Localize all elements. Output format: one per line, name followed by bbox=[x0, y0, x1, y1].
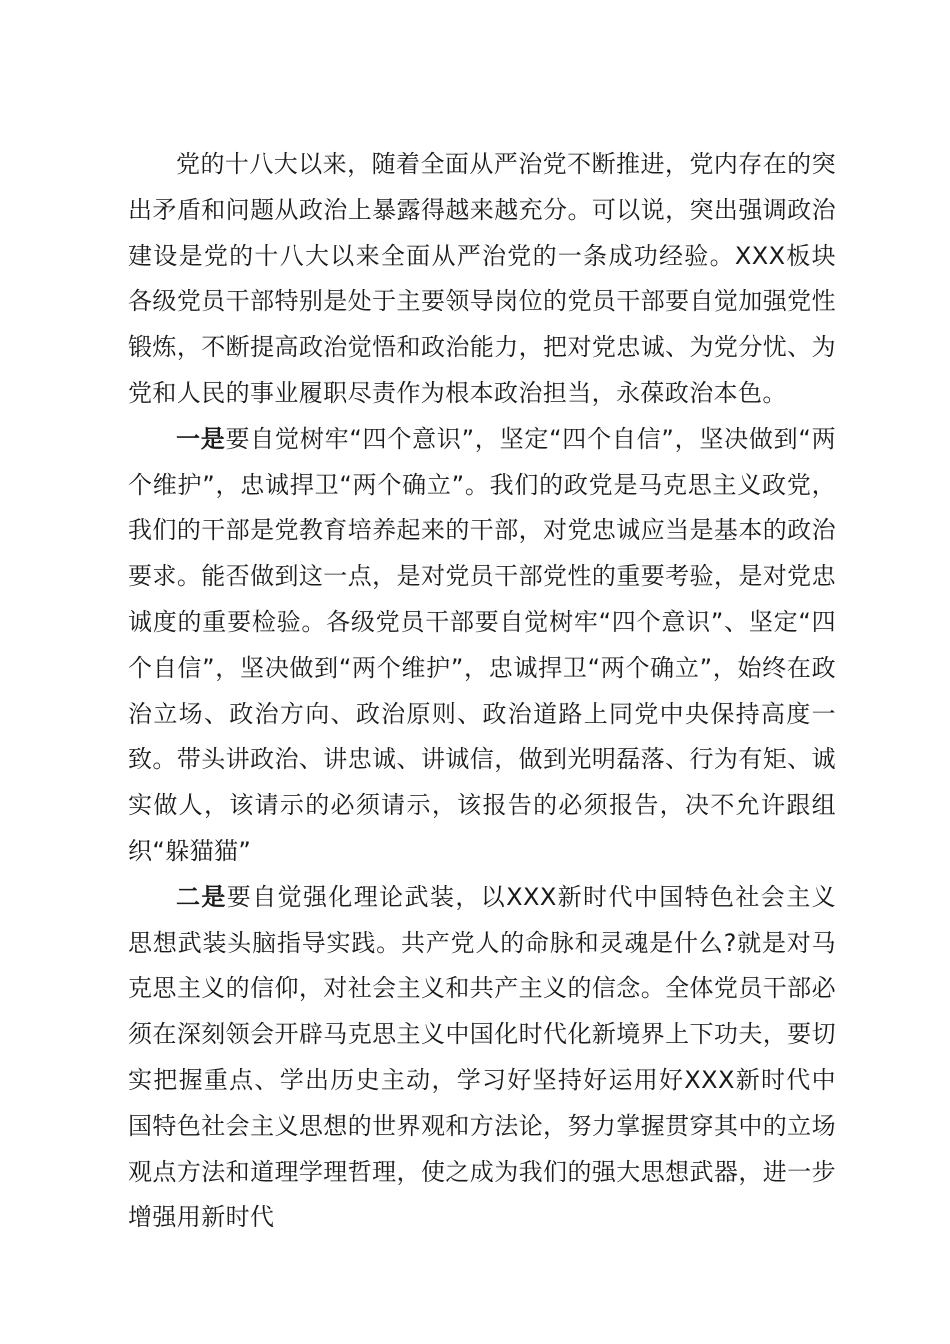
paragraph-text: 要自觉强化理论武装，以XXX新时代中国特色社会主义思想武装头脑指导实践。共产党人的命脉和灵魂是什么?就是对马克思主义的信仰，对社会主义和共产主义的信念。全体党员干部必须在深刻领会开辟马克思主义中国化时代化新境界上下功夫，要切实把握重点、学出历史主动，学习好坚持好运用好XXX新时代中国特色社会主义思想的世界观和方法论，努力掌握贯穿其中的立场观点方法和道理学理哲理，使之成为我们的强大思想武器，进一步增强用新时代 bbox=[128, 882, 836, 1232]
paragraph-text: 党的十八大以来，随着全面从严治党不断推进，党内存在的突出矛盾和问题从政治上暴露得越来越充分。可以说，突出强调政治建设是党的十八大以来全面从严治党的一条成功经验。XXX板块各级党员干部特别是处于主要领导岗位的党员干部要自觉加强党性锻炼，不断提高政治觉悟和政治能力，把对党忠诚、为党分忧、为党和人民的事业履职尽责作为根本政治担当，永葆政治本色。 bbox=[128, 150, 836, 407]
paragraph-point-one bbox=[128, 417, 836, 875]
paragraph-lead: 二是 bbox=[176, 882, 227, 911]
paragraph-text: 要自觉树牢“四个意识”，坚定“四个自信”，坚决做到“两个维护”，忠诚捍卫“两个确立”。我们的政党是马克思主义政党，我们的干部是党教育培养起来的干部，对党忠诚应当是基本的政治要求。能否做到这一点，是对党员干部党性的重要考验，是对党忠诚度的重要检验。各级党员干部要自觉树牢“四个意识”、坚定“四个自信”，坚决做到“两个维护”，忠诚捍卫“两个确立”，始终在政治立场、政治方向、政治原则、政治道路上同党中央保持高度一致。带头讲政治、讲忠诚、讲诚信，做到光明磊落、行为有矩、诚实做人，该请示的必须请示，该报告的必须报告，决不允许跟组织“躲猫猫” bbox=[128, 424, 836, 865]
paragraph-point-two bbox=[128, 875, 836, 1241]
paragraph-lead: 一是 bbox=[176, 424, 226, 453]
document-body bbox=[128, 142, 836, 1241]
paragraph-intro bbox=[128, 142, 836, 417]
